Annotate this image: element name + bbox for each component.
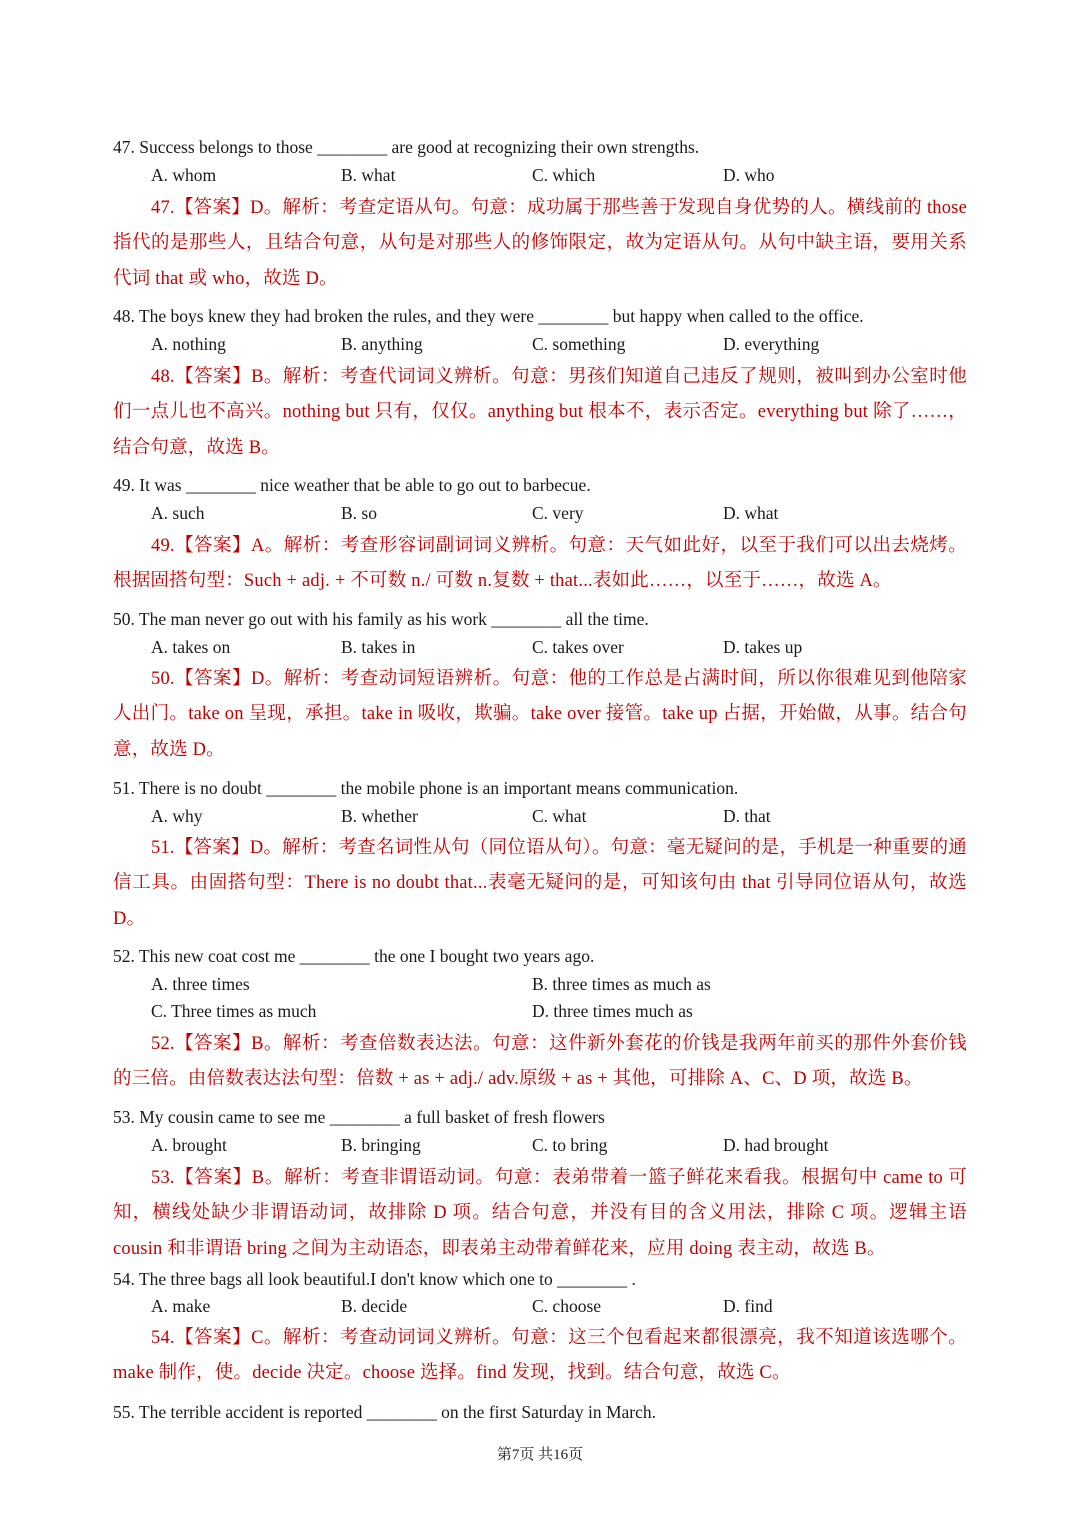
question-54-options [151,1292,981,1320]
option-d: D. had brought [723,1135,829,1155]
question-47-options [151,161,981,189]
question-53-stem: 53. My cousin came to see me ________ a full basket of fresh flowers [113,1107,605,1127]
option-d: D. find [723,1296,773,1316]
option-a: A. such [151,503,205,523]
question-51-options [151,802,981,830]
question-53-options [151,1131,981,1159]
question-49-options [151,499,981,527]
question-55-stem: 55. The terrible accident is reported ________ on the first Saturday in March. [113,1402,656,1422]
option-d: D. three times much as [532,1001,693,1021]
question-51-answer: 51.【答案】D。解析：考查名词性从句（同位语从句）。句意：毫无疑问的是，手机是一种重要的通信工具。由固搭句型：There is no doubt that...表毫无疑问的是，可知该句由 that 引导同位语从句，故选 D。 [113,838,967,929]
question-52-options-row-2 [151,997,981,1025]
option-b: B. so [341,503,377,523]
option-c: C. which [532,165,596,185]
option-d: D. everything [723,334,820,354]
question-52-options-row-1 [151,970,981,998]
question-51-stem: 51. There is no doubt ________ the mobile phone is an important means communication. [113,778,739,798]
option-a: A. why [151,806,203,826]
question-54-stem: 54. The three bags all look beautiful.I don't know which one to ________ . [113,1269,636,1289]
option-c: C. Three times as much [151,1001,317,1021]
option-b: B. three times as much as [532,974,711,994]
option-d: D. who [723,165,775,185]
option-d: D. what [723,503,779,523]
option-a: A. make [151,1296,211,1316]
option-a: A. whom [151,165,217,185]
question-49-answer: 49.【答案】A。解析：考查形容词副词词义辨析。句意：天气如此好，以至于我们可以出去烧烤。根据固搭句型：Such + adj. + 不可数 n./ 可数 n.复数 + that...表如此……，以至于……，故选 A。 [113,536,967,592]
question-52-stem: 52. This new coat cost me ________ the one I bought two years ago. [113,946,595,966]
option-c: C. choose [532,1296,602,1316]
option-a: A. nothing [151,334,226,354]
question-48-answer: 48.【答案】B。解析：考查代词词义辨析。句意：男孩们知道自己违反了规则，被叫到办公室时他们一点儿也不高兴。nothing but 只有，仅仅。anything but 根本不，表示否定。everything but 除了……，结合句意，故选 B。 [113,367,967,458]
option-a: A. brought [151,1135,227,1155]
option-d: D. takes up [723,637,803,657]
option-b: B. decide [341,1296,408,1316]
option-a: A. takes on [151,637,231,657]
question-48-stem: 48. The boys knew they had broken the rules, and they were ________ but happy when called to the office. [113,306,864,326]
question-53-answer: 53.【答案】B。解析：考查非谓语动词。句意：表弟带着一篮子鲜花来看我。根据句中 came to 可知，横线处缺少非谓语动词，故排除 D 项。结合句意，并没有目的含义用法，排除 C 项。逻辑主语 cousin 和非谓语 bring 之间为主动语态，即表弟主动带着鲜花来，应用 doing 表主动，故选 B。 [113,1168,967,1259]
option-b: B. bringing [341,1135,421,1155]
question-49-stem: 49. It was ________ nice weather that be able to go out to barbecue. [113,475,591,495]
option-b: B. anything [341,334,423,354]
question-52-answer: 52.【答案】B。解析：考查倍数表达法。句意：这件新外套花的价钱是我两年前买的那件外套价钱的三倍。由倍数表达法句型：倍数 + as + adj./ adv.原级 + as + 其他，可排除 A、C、D 项，故选 B。 [113,1034,967,1090]
option-c: C. what [532,806,587,826]
option-b: B. whether [341,806,418,826]
option-a: A. three times [151,974,250,994]
option-b: B. takes in [341,637,416,657]
option-c: C. very [532,503,584,523]
question-50-stem: 50. The man never go out with his family as his work ________ all the time. [113,609,649,629]
option-c: C. to bring [532,1135,608,1155]
option-c: C. something [532,334,626,354]
question-50-options [151,633,981,661]
option-d: D. that [723,806,771,826]
option-b: B. what [341,165,396,185]
question-50-answer: 50.【答案】D。解析：考查动词短语辨析。句意：他的工作总是占满时间，所以你很难见到他陪家人出门。take on 呈现，承担。take in 吸收，欺骗。take over 接管。take up 占据，开始做，从事。结合句意，故选 D。 [113,669,967,760]
question-47-answer: 47.【答案】D。解析：考查定语从句。句意：成功属于那些善于发现自身优势的人。横线前的 those 指代的是那些人，且结合句意，从句是对那些人的修饰限定，故为定语从句。从句中缺主语，要用关系代词 that 或 who，故选 D。 [113,198,967,289]
question-48-options [151,330,981,358]
option-c: C. takes over [532,637,624,657]
page-footer: 第7页 共16页 [496,1447,584,1463]
question-47-stem: 47. Success belongs to those ________ are good at recognizing their own strengths. [113,137,700,157]
question-54-answer: 54.【答案】C。解析：考查动词词义辨析。句意：这三个包看起来都很漂亮，我不知道该选哪个。make 制作，使。decide 决定。choose 选择。find 发现，找到。结合句意，故选 C。 [113,1328,967,1384]
